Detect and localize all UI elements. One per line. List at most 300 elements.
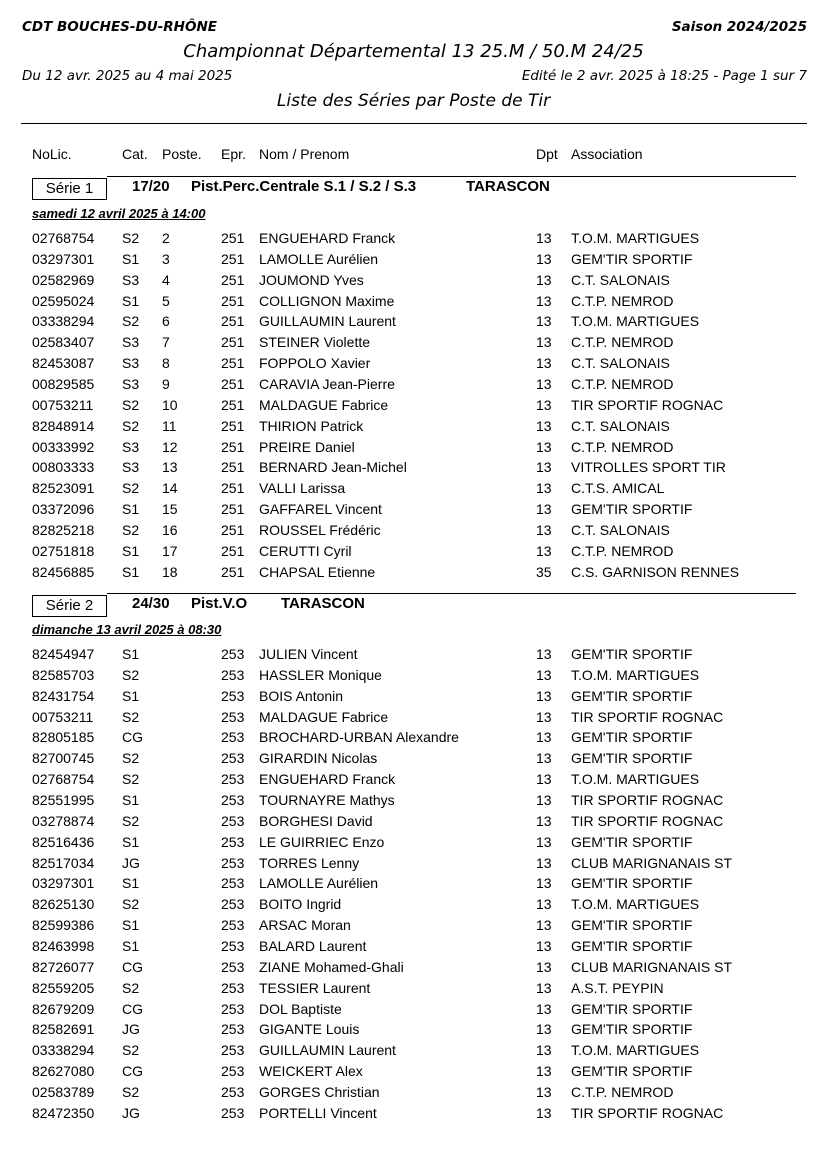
table-row	[0, 396, 827, 416]
cell-epr: 253	[221, 958, 245, 975]
cell-epr: 253	[221, 1021, 245, 1038]
organization-name: CDT BOUCHES-DU-RHÔNE	[22, 19, 217, 35]
cell-nolic: 00829585	[32, 376, 95, 392]
cell-epr: 253	[221, 1000, 245, 1017]
table-row	[0, 1041, 827, 1061]
cell-cat: JG	[122, 1104, 140, 1121]
cell-nom: TORRES Lenny	[259, 854, 360, 871]
cell-cat: S3	[122, 376, 140, 392]
table-row	[0, 354, 827, 374]
cell-association: GEM'TIR SPORTIF	[571, 937, 693, 954]
cell-association: VITROLLES SPORT TIR	[571, 459, 726, 476]
header-divider	[21, 123, 807, 124]
table-row	[0, 333, 827, 353]
cell-cat: JG	[122, 1021, 140, 1038]
cell-association: GEM'TIR SPORTIF	[571, 917, 693, 933]
cell-association: T.O.M. MARTIGUES	[571, 1042, 700, 1059]
series-event: Pist.V.O	[191, 595, 248, 612]
cell-association: C.T. SALONAIS	[571, 271, 670, 288]
cell-cat: S3	[122, 355, 140, 372]
cell-epr: 253	[221, 750, 245, 767]
series-place: TARASCON	[466, 178, 550, 195]
cell-nolic: 00753211	[32, 396, 94, 413]
col-header-epr: Epr.	[221, 146, 246, 162]
cell-dpt: 13	[536, 896, 552, 913]
cell-epr: 253	[221, 646, 245, 662]
cell-nom: CHAPSAL Etienne	[259, 563, 376, 580]
session-datetime: samedi 12 avril 2025 à 14:00	[32, 206, 206, 221]
series-label: Série 2	[32, 595, 107, 617]
cell-nom: STEINER Violette	[259, 334, 371, 351]
cell-epr: 253	[221, 833, 245, 850]
cell-cat: S2	[122, 521, 140, 538]
table-row	[0, 937, 827, 957]
cell-epr: 251	[221, 230, 245, 246]
cell-nom: JOUMOND Yves	[259, 271, 364, 288]
cell-nolic: 00753211	[32, 708, 94, 725]
cell-nolic: 03278874	[32, 812, 95, 829]
cell-dpt: 13	[536, 1063, 552, 1079]
cell-epr: 251	[221, 313, 245, 330]
cell-cat: S1	[122, 563, 140, 580]
table-row	[0, 749, 827, 769]
cell-epr: 251	[221, 292, 245, 309]
series-divider	[107, 593, 796, 594]
table-row	[0, 1020, 827, 1040]
cell-nolic: 82454947	[32, 646, 95, 662]
cell-association: C.T.S. AMICAL	[571, 480, 665, 497]
cell-epr: 253	[221, 937, 245, 954]
cell-poste: 2	[162, 230, 170, 246]
date-range: Du 12 avr. 2025 au 4 mai 2025	[22, 68, 233, 84]
cell-association: C.T. SALONAIS	[571, 417, 670, 434]
championship-title: Championnat Départemental 13 25.M / 50.M 24/25	[183, 41, 644, 62]
cell-association: GEM'TIR SPORTIF	[571, 1063, 693, 1079]
series-count: 17/20	[132, 178, 170, 195]
cell-epr: 251	[221, 480, 245, 497]
cell-association: C.T.P. NEMROD	[571, 292, 674, 309]
table-row	[0, 292, 827, 312]
cell-cat: S2	[122, 979, 140, 996]
cell-nom: CARAVIA Jean-Pierre	[259, 376, 395, 392]
table-row	[0, 854, 827, 874]
table-row	[0, 666, 827, 686]
cell-dpt: 13	[536, 958, 552, 975]
cell-nolic: 82453087	[32, 355, 95, 372]
cell-nom: LAMOLLE Aurélien	[259, 250, 379, 267]
cell-nom: GORGES Christian	[259, 1083, 380, 1100]
cell-nom: WEICKERT Alex	[259, 1063, 363, 1079]
cell-nom: GIRARDIN Nicolas	[259, 750, 378, 767]
cell-poste: 4	[162, 271, 170, 288]
cell-dpt: 13	[536, 480, 552, 497]
cell-nolic: 03297301	[32, 250, 95, 267]
cell-association: CLUB MARIGNANAIS ST	[571, 854, 733, 871]
cell-epr: 253	[221, 812, 245, 829]
cell-dpt: 13	[536, 355, 552, 372]
series-event: Pist.Perc.Centrale S.1 / S.2 / S.3	[191, 178, 417, 195]
cell-epr: 253	[221, 917, 245, 933]
table-row	[0, 438, 827, 458]
cell-dpt: 13	[536, 875, 552, 892]
cell-nolic: 00333992	[32, 438, 95, 455]
cell-association: C.T.P. NEMROD	[571, 376, 674, 392]
cell-nom: BOITO Ingrid	[259, 896, 342, 913]
cell-nolic: 82559205	[32, 979, 95, 996]
cell-dpt: 13	[536, 313, 552, 330]
table-row	[0, 563, 827, 583]
cell-nom: MALDAGUE Fabrice	[259, 396, 389, 413]
cell-epr: 253	[221, 875, 245, 892]
cell-cat: S1	[122, 646, 140, 662]
cell-association: GEM'TIR SPORTIF	[571, 1021, 693, 1038]
cell-association: C.T.P. NEMROD	[571, 542, 674, 559]
cell-epr: 251	[221, 396, 245, 413]
cell-dpt: 13	[536, 230, 552, 246]
cell-cat: S1	[122, 875, 140, 892]
cell-epr: 253	[221, 979, 245, 996]
cell-epr: 253	[221, 666, 245, 683]
col-header-nolic: NoLic.	[32, 146, 72, 162]
cell-nom: LE GUIRRIEC Enzo	[259, 833, 385, 850]
series-header	[0, 593, 827, 623]
cell-cat: S2	[122, 771, 140, 788]
cell-nom: GUILLAUMIN Laurent	[259, 1042, 396, 1059]
cell-association: GEM'TIR SPORTIF	[571, 833, 693, 850]
cell-nom: CERUTTI Cyril	[259, 542, 352, 559]
cell-association: C.T. SALONAIS	[571, 355, 670, 372]
cell-cat: S3	[122, 334, 140, 351]
cell-epr: 253	[221, 729, 245, 746]
cell-nolic: 02768754	[32, 230, 95, 246]
cell-dpt: 13	[536, 854, 552, 871]
cell-poste: 13	[162, 459, 178, 476]
cell-nolic: 82516436	[32, 833, 95, 850]
cell-nom: THIRION Patrick	[259, 417, 364, 434]
cell-nolic: 03338294	[32, 313, 95, 330]
cell-nom: FOPPOLO Xavier	[259, 355, 371, 372]
cell-association: GEM'TIR SPORTIF	[571, 875, 693, 892]
cell-nolic: 03372096	[32, 501, 95, 518]
session-datetime: dimanche 13 avril 2025 à 08:30	[32, 622, 222, 637]
cell-nom: ARSAC Moran	[259, 917, 351, 933]
cell-cat: S2	[122, 666, 140, 683]
cell-poste: 8	[162, 355, 170, 372]
cell-epr: 251	[221, 438, 245, 455]
cell-association: T.O.M. MARTIGUES	[571, 896, 700, 913]
cell-nom: ZIANE Mohamed-Ghali	[259, 958, 404, 975]
cell-dpt: 13	[536, 708, 552, 725]
cell-cat: S2	[122, 313, 140, 330]
cell-poste: 9	[162, 376, 170, 392]
cell-association: T.O.M. MARTIGUES	[571, 230, 700, 246]
cell-association: GEM'TIR SPORTIF	[571, 646, 693, 662]
cell-association: C.T.P. NEMROD	[571, 334, 674, 351]
table-row	[0, 479, 827, 499]
cell-nolic: 82599386	[32, 917, 95, 933]
cell-poste: 10	[162, 396, 178, 413]
table-row	[0, 916, 827, 936]
col-header-association: Association	[571, 146, 643, 162]
table-row	[0, 645, 827, 665]
cell-cat: S1	[122, 250, 140, 267]
cell-dpt: 13	[536, 334, 552, 351]
cell-cat: S2	[122, 396, 140, 413]
cell-nolic: 82805185	[32, 729, 95, 746]
cell-epr: 253	[221, 1063, 245, 1079]
cell-dpt: 13	[536, 396, 552, 413]
table-row	[0, 1062, 827, 1082]
cell-nom: TESSIER Laurent	[259, 979, 371, 996]
cell-poste: 5	[162, 292, 170, 309]
table-row	[0, 521, 827, 541]
col-header-dpt: Dpt	[536, 146, 558, 162]
cell-nolic: 02583407	[32, 334, 95, 351]
cell-association: T.O.M. MARTIGUES	[571, 666, 700, 683]
cell-nolic: 82848914	[32, 417, 95, 434]
table-row	[0, 874, 827, 894]
cell-dpt: 13	[536, 459, 552, 476]
cell-nolic: 82472350	[32, 1104, 95, 1121]
cell-nolic: 82463998	[32, 937, 95, 954]
cell-cat: S1	[122, 292, 140, 309]
table-row	[0, 542, 827, 562]
cell-nom: PREIRE Daniel	[259, 438, 355, 455]
cell-dpt: 35	[536, 563, 552, 580]
table-row	[0, 958, 827, 978]
cell-epr: 251	[221, 459, 245, 476]
cell-nom: BORGHESI David	[259, 812, 373, 829]
cell-cat: JG	[122, 854, 140, 871]
cell-nolic: 03297301	[32, 875, 95, 892]
season-label: Saison 2024/2025	[671, 19, 807, 35]
cell-nolic: 82585703	[32, 666, 95, 683]
cell-dpt: 13	[536, 771, 552, 788]
cell-nolic: 82726077	[32, 958, 95, 975]
cell-cat: S2	[122, 896, 140, 913]
cell-dpt: 13	[536, 979, 552, 996]
cell-poste: 6	[162, 313, 170, 330]
cell-epr: 253	[221, 771, 245, 788]
cell-nolic: 82625130	[32, 896, 95, 913]
cell-epr: 251	[221, 271, 245, 288]
cell-association: TIR SPORTIF ROGNAC	[571, 792, 724, 808]
table-row	[0, 708, 827, 728]
cell-nom: MALDAGUE Fabrice	[259, 708, 389, 725]
table-row	[0, 271, 827, 291]
cell-association: T.O.M. MARTIGUES	[571, 313, 700, 330]
cell-epr: 251	[221, 521, 245, 538]
cell-poste: 12	[162, 438, 178, 455]
cell-cat: CG	[122, 1000, 143, 1017]
cell-poste: 7	[162, 334, 170, 351]
cell-epr: 251	[221, 417, 245, 434]
cell-nom: BOIS Antonin	[259, 687, 344, 704]
cell-association: GEM'TIR SPORTIF	[571, 750, 693, 767]
edition-info: Edité le 2 avr. 2025 à 18:25 - Page 1 sur 7	[521, 68, 807, 84]
table-row	[0, 312, 827, 332]
cell-association: GEM'TIR SPORTIF	[571, 501, 693, 518]
cell-dpt: 13	[536, 833, 552, 850]
table-row	[0, 770, 827, 790]
cell-nolic: 02583789	[32, 1083, 95, 1100]
cell-nom: ENGUEHARD Franck	[259, 771, 396, 788]
cell-epr: 251	[221, 501, 245, 518]
cell-nom: BERNARD Jean-Michel	[259, 459, 407, 476]
cell-cat: S1	[122, 792, 140, 808]
cell-epr: 253	[221, 1104, 245, 1121]
cell-epr: 253	[221, 1083, 245, 1100]
cell-cat: S3	[122, 271, 140, 288]
cell-dpt: 13	[536, 250, 552, 267]
cell-dpt: 13	[536, 917, 552, 933]
cell-dpt: 13	[536, 729, 552, 746]
cell-nom: LAMOLLE Aurélien	[259, 875, 379, 892]
cell-association: TIR SPORTIF ROGNAC	[571, 708, 724, 725]
cell-association: GEM'TIR SPORTIF	[571, 250, 693, 267]
cell-epr: 251	[221, 355, 245, 372]
cell-association: CLUB MARIGNANAIS ST	[571, 958, 733, 975]
cell-cat: S1	[122, 542, 140, 559]
cell-dpt: 13	[536, 271, 552, 288]
col-header-cat: Cat.	[122, 146, 148, 162]
col-header-poste: Poste.	[162, 146, 202, 162]
cell-cat: S2	[122, 708, 140, 725]
cell-nolic: 00803333	[32, 459, 95, 476]
cell-dpt: 13	[536, 1021, 552, 1038]
series-place: TARASCON	[281, 595, 365, 612]
cell-nom: COLLIGNON Maxime	[259, 292, 395, 309]
table-row	[0, 791, 827, 811]
cell-nom: ROUSSEL Frédéric	[259, 521, 381, 538]
cell-nolic: 02751818	[32, 542, 95, 559]
cell-nolic: 82679209	[32, 1000, 95, 1017]
cell-cat: CG	[122, 958, 143, 975]
cell-association: C.T.P. NEMROD	[571, 1083, 674, 1100]
cell-dpt: 13	[536, 812, 552, 829]
cell-nom: PORTELLI Vincent	[259, 1104, 377, 1121]
table-row	[0, 375, 827, 395]
cell-epr: 253	[221, 854, 245, 871]
cell-cat: CG	[122, 1063, 143, 1079]
cell-epr: 253	[221, 792, 245, 808]
col-header-nom: Nom / Prenom	[259, 146, 350, 162]
column-header-row	[0, 146, 827, 164]
cell-dpt: 13	[536, 666, 552, 683]
series-label: Série 1	[32, 178, 107, 200]
cell-nom: BALARD Laurent	[259, 937, 367, 954]
cell-dpt: 13	[536, 521, 552, 538]
cell-cat: S2	[122, 750, 140, 767]
cell-cat: S2	[122, 230, 140, 246]
cell-dpt: 13	[536, 1042, 552, 1059]
series-count: 24/30	[132, 595, 170, 612]
cell-epr: 253	[221, 1042, 245, 1059]
cell-nom: GIGANTE Louis	[259, 1021, 360, 1038]
cell-dpt: 13	[536, 937, 552, 954]
cell-association: TIR SPORTIF ROGNAC	[571, 396, 724, 413]
cell-epr: 251	[221, 563, 245, 580]
cell-dpt: 13	[536, 417, 552, 434]
table-row	[0, 979, 827, 999]
cell-nom: DOL Baptiste	[259, 1000, 342, 1017]
cell-cat: S1	[122, 501, 140, 518]
list-title: Liste des Séries par Poste de Tir	[276, 91, 551, 111]
cell-nom: ENGUEHARD Franck	[259, 230, 396, 246]
table-row	[0, 1083, 827, 1103]
cell-nom: VALLI Larissa	[259, 480, 346, 497]
cell-association: TIR SPORTIF ROGNAC	[571, 1104, 724, 1121]
cell-nom: GUILLAUMIN Laurent	[259, 313, 396, 330]
table-row	[0, 229, 827, 249]
cell-cat: S1	[122, 937, 140, 954]
series-divider	[107, 176, 796, 177]
cell-dpt: 13	[536, 792, 552, 808]
cell-nolic: 82517034	[32, 854, 95, 871]
cell-nolic: 82523091	[32, 480, 95, 497]
cell-epr: 253	[221, 708, 245, 725]
cell-poste: 3	[162, 250, 170, 267]
cell-poste: 11	[162, 417, 177, 434]
cell-poste: 15	[162, 501, 178, 518]
table-row	[0, 687, 827, 707]
cell-association: GEM'TIR SPORTIF	[571, 687, 693, 704]
cell-association: C.T.P. NEMROD	[571, 438, 674, 455]
cell-association: GEM'TIR SPORTIF	[571, 729, 693, 746]
cell-nolic: 82825218	[32, 521, 95, 538]
cell-association: T.O.M. MARTIGUES	[571, 771, 700, 788]
table-row	[0, 1000, 827, 1020]
cell-dpt: 13	[536, 542, 552, 559]
table-row	[0, 500, 827, 520]
cell-nolic: 02768754	[32, 771, 95, 788]
cell-association: TIR SPORTIF ROGNAC	[571, 812, 724, 829]
cell-association: GEM'TIR SPORTIF	[571, 1000, 693, 1017]
cell-nom: JULIEN Vincent	[259, 646, 358, 662]
cell-dpt: 13	[536, 376, 552, 392]
series-header	[0, 176, 827, 206]
cell-poste: 16	[162, 521, 178, 538]
cell-dpt: 13	[536, 501, 552, 518]
cell-nolic: 82627080	[32, 1063, 95, 1079]
cell-dpt: 13	[536, 292, 552, 309]
cell-dpt: 13	[536, 1104, 552, 1121]
cell-dpt: 13	[536, 1083, 552, 1100]
cell-cat: CG	[122, 729, 143, 746]
cell-dpt: 13	[536, 646, 552, 662]
cell-cat: S2	[122, 1042, 140, 1059]
cell-poste: 17	[162, 542, 178, 559]
cell-cat: S2	[122, 480, 140, 497]
cell-nolic: 82431754	[32, 687, 95, 704]
cell-poste: 14	[162, 480, 178, 497]
table-row	[0, 895, 827, 915]
cell-dpt: 13	[536, 750, 552, 767]
table-row	[0, 458, 827, 478]
cell-poste: 18	[162, 563, 178, 580]
cell-nolic: 03338294	[32, 1042, 95, 1059]
cell-cat: S2	[122, 417, 140, 434]
cell-cat: S2	[122, 812, 140, 829]
cell-dpt: 13	[536, 1000, 552, 1017]
cell-epr: 253	[221, 896, 245, 913]
cell-nom: BROCHARD-URBAN Alexandre	[259, 729, 459, 746]
cell-epr: 251	[221, 376, 245, 392]
cell-nolic: 82456885	[32, 563, 95, 580]
cell-epr: 251	[221, 542, 245, 559]
cell-nom: GAFFAREL Vincent	[259, 501, 382, 518]
table-row	[0, 812, 827, 832]
